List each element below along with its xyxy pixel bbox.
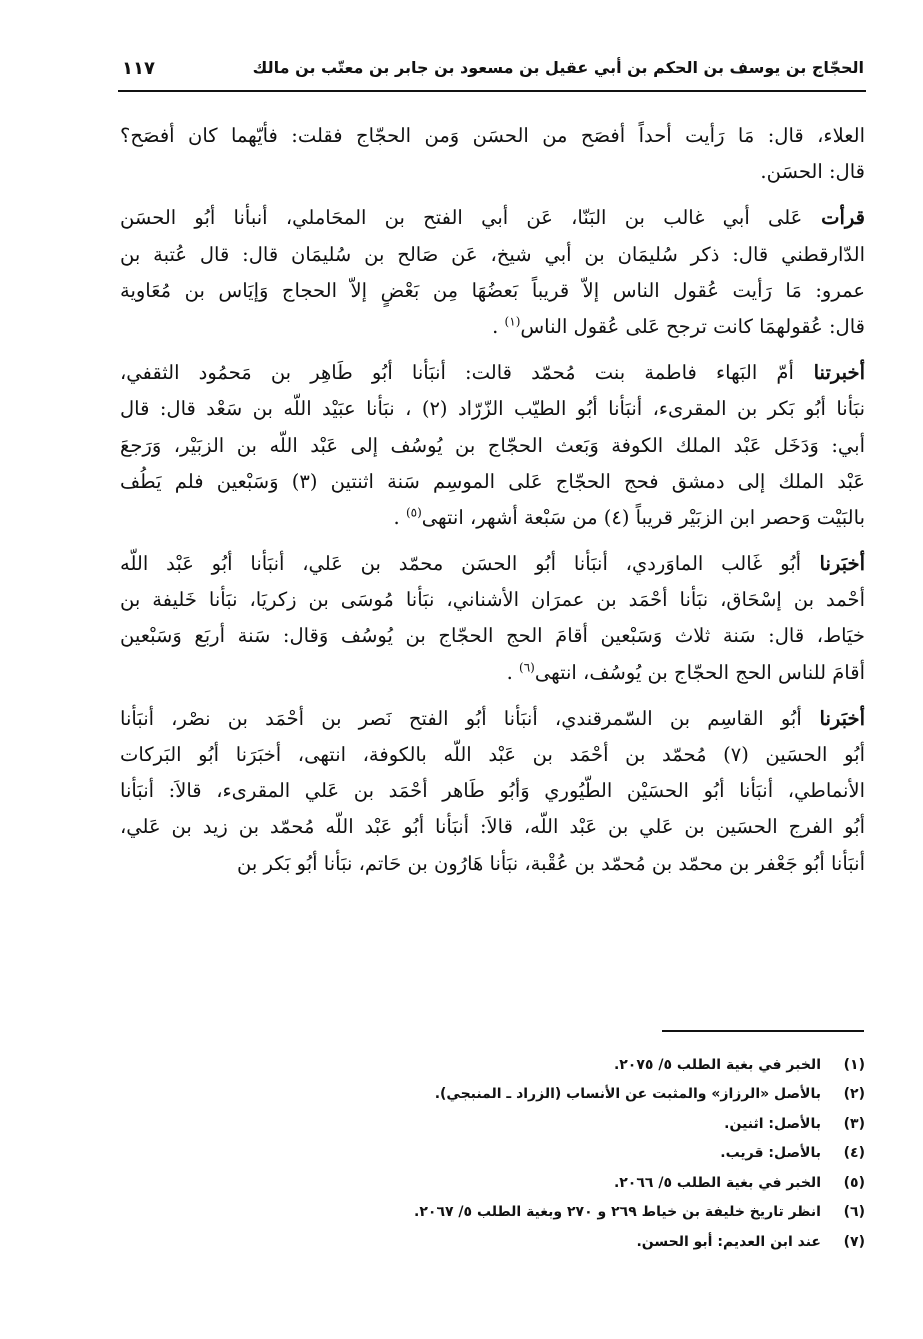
page-number: ١١٧: [122, 58, 155, 79]
footnote-number: (٦): [843, 1204, 865, 1221]
text-line: [120, 546, 865, 582]
line-text: قال: الحسَن.: [760, 160, 865, 184]
footnote: [120, 1109, 865, 1139]
paragraph: [120, 701, 865, 882]
footnote: [120, 1198, 865, 1228]
footnote-separator: [662, 1030, 864, 1032]
footnote-number: (٢): [843, 1086, 865, 1103]
footnote-number: (٧): [843, 1233, 865, 1250]
paragraph-lead-word: أخبرتنا: [793, 361, 865, 385]
running-title: الحجّاج بن يوسف بن الحكم بن أبي عقيل بن مسعود بن جابر بن معتّب بن مالك: [252, 58, 864, 77]
paragraph-lead-word: أخبَرنا: [801, 552, 865, 576]
footnote-text: انظر تاريخ خليفة بن خياط ٢٦٩ و ٢٧٠ وبغية الطلب ٥/ ٢٠٦٧.: [414, 1204, 821, 1221]
text-line: [120, 154, 865, 190]
footnotes: [120, 1050, 865, 1257]
text-line: [120, 118, 865, 154]
text-line: [120, 618, 865, 654]
text-line: [120, 464, 865, 500]
text-line: [120, 355, 865, 391]
line-text: بالبَيْت وَحصر ابن الزبَيْر قريباً (٤) من سَبْعة أشهر، انتهى: [421, 505, 865, 529]
line-text: خيَاط، قال: سَنة ثلاث وَسَبْعين أقامَ الحج الحجّاج بن يُوسُف وَقال: سَنة أربَع وَسَبْعين: [120, 624, 865, 648]
text-line: [120, 773, 865, 809]
line-text: أبُو الفرج الحسَين بن عَلي بن عَبْد اللّه، قالاَ: أنبَأنا أبُو عَبْد اللّه مُحمّد بن زيد بن عَلي،: [120, 815, 865, 839]
paragraph-lead-word: أخبَرنا: [801, 706, 865, 730]
footnote-text: بالأصل: قريب.: [720, 1145, 821, 1162]
footnote-text: بالأصل «الرزاز» والمثبت عن الأنساب (الزراد ـ المنبجي).: [434, 1086, 821, 1103]
text-line: [120, 809, 865, 845]
line-text: نبَأنا أبُو بَكر بن المقرىء، أنبَأنا أبُو الطيّب الزّرّاد (٢) ، نبَأنا عبَيْد اللّه بن سَعْد قال: قال: [120, 397, 865, 421]
paragraph: [120, 546, 865, 691]
footnote-number: (٥): [843, 1174, 865, 1191]
line-text: أمّ البَهاء فاطمة بنت مُحمّد قالت: أنبَأنا أبُو طَاهِر بن مَحمُود الثقفي،: [120, 361, 794, 385]
text-line: [120, 391, 865, 427]
footnote-reference[interactable]: (١): [504, 314, 521, 329]
text-line: [120, 701, 865, 737]
line-text: عمرو: مَا رَأيت عُقول الناس إلاّ قريباً بَعضُهَا مِن بَعْضٍ إلاّ الحجاج وَإيَاس بن مُعَاوية: [120, 278, 865, 302]
text-line: أقامَ للناس الحج الحجّاج بن يُوسُف، انتهى$^{(٦)}$ .: [506, 660, 865, 684]
footnote: [120, 1139, 865, 1169]
line-text: أنبَأنا أبُو جَعْفر بن محمّد بن مُحمّد بن عُقْبة، نبَأنا هَارُون بن حَاتم، نبَأنا أبُو بَكر بن: [237, 851, 865, 875]
footnote: [120, 1080, 865, 1110]
footnote-number: (٣): [843, 1115, 865, 1132]
main-text: [120, 118, 865, 882]
line-text: عَبْد الملك إلى دمشق فحج الحجّاج عَلى الموسِم سَنة اثنتين (٣) وَسَبْعين فلم يَطُف: [120, 469, 865, 493]
line-text: عَلى أبي غالب بن البَنّا، عَن أبي الفتح بن المحَاملي، أنبأنا أبُو الحسَن: [120, 206, 803, 230]
text-line: [120, 737, 865, 773]
line-text: أبُو الحسَين (٧) مُحمّد بن أحْمَد بن عَبْد اللّه بالكوفة، انتهى، أخبَرَنا أبُو البَركات: [120, 743, 865, 766]
footnote: [120, 1168, 865, 1198]
footnote-text: بالأصل: اثنين.: [724, 1115, 821, 1132]
header-rule: [118, 90, 866, 92]
paragraph-gap: [120, 190, 865, 200]
paragraph: [120, 118, 865, 190]
footnote-text: الخبر في بغية الطلب ٥/ ٢٠٦٦.: [613, 1174, 821, 1191]
text-line: [120, 237, 865, 273]
footnote-number: (١): [843, 1056, 865, 1073]
text-line: [120, 582, 865, 618]
footnote: [120, 1227, 865, 1257]
paragraph-gap: [120, 536, 865, 546]
footnote: [120, 1050, 865, 1080]
page-header: [118, 56, 864, 90]
footnote-reference[interactable]: (٦): [519, 660, 535, 675]
paragraph-lead-word: قرأت: [802, 206, 865, 230]
line-text: أبُو القاسِم بن السّمرقندي، أنبَأنا أبُو الفتح نَصر بن أحْمَد بن نصْر، أنبَأنا: [120, 706, 802, 730]
footnote-number: (٤): [843, 1145, 865, 1162]
line-text: أبي: وَدَخَل عَبْد الملك الكوفة وَبَعث الحجّاج بن يُوسُف إلى عَبْد اللّه بن الزبَيْر، وَرَجعَ: [120, 433, 865, 457]
paragraph: [120, 200, 865, 345]
text-line: [120, 200, 865, 236]
line-text: الأنماطي، أنبَأنا أبُو الحسَيْن الطّيُوري وَأبُو طَاهر أحْمَد بن عَلي المقرىء، قالاَ: أنبَأنا: [120, 779, 865, 803]
paragraph-gap: [120, 345, 865, 355]
footnote-text: الخبر في بغية الطلب ٥/ ٢٠٧٥.: [613, 1056, 821, 1073]
text-line: قال: عُقولهمَا كانت ترجح عَلى عُقول الناس$^{(١)}$ .: [492, 314, 865, 338]
line-text: أقامَ للناس الحج الحجّاج بن يُوسُف، انتهى: [534, 660, 865, 684]
text-line: [120, 273, 865, 309]
line-text: الدّارقطني قال: ذكر سُليمَان بن أبي شيخ، عَن صَالح بن سُليمَان قال: قال عُتبة بن: [120, 242, 865, 266]
footnote-reference[interactable]: (٥): [405, 505, 422, 520]
footnote-text: عند ابن العديم: أبو الحسن.: [636, 1233, 821, 1250]
text-line: [120, 846, 865, 882]
paragraph: [120, 355, 865, 536]
line-text: أحْمد بن إسْحَاق، نبَأنا أحْمَد بن عمرَان الأشناني، نبَأنا مُوسَى بن زكريَا، نبَأنا خَليفة بن: [120, 588, 865, 612]
text-line: [120, 428, 865, 464]
text-line: بالبَيْت وَحصر ابن الزبَيْر قريباً (٤) من سَبْعة أشهر، انتهى$^{(٥)}$ .: [393, 505, 865, 529]
line-text: أبُو غَالب الماوَردي، أنبَأنا أبُو الحسَن محمّد بن عَلي، أنبَأنا أبُو عَبْد اللّه: [120, 552, 802, 576]
line-text: قال: عُقولهمَا كانت ترجح عَلى عُقول الناس: [520, 314, 865, 338]
line-text: العلاء، قال: مَا رَأيت أحداً أفصَح من الحسَن وَمن الحجّاج فقلت: فأيّهما كان أفصَح؟: [120, 124, 865, 147]
paragraph-gap: [120, 691, 865, 701]
